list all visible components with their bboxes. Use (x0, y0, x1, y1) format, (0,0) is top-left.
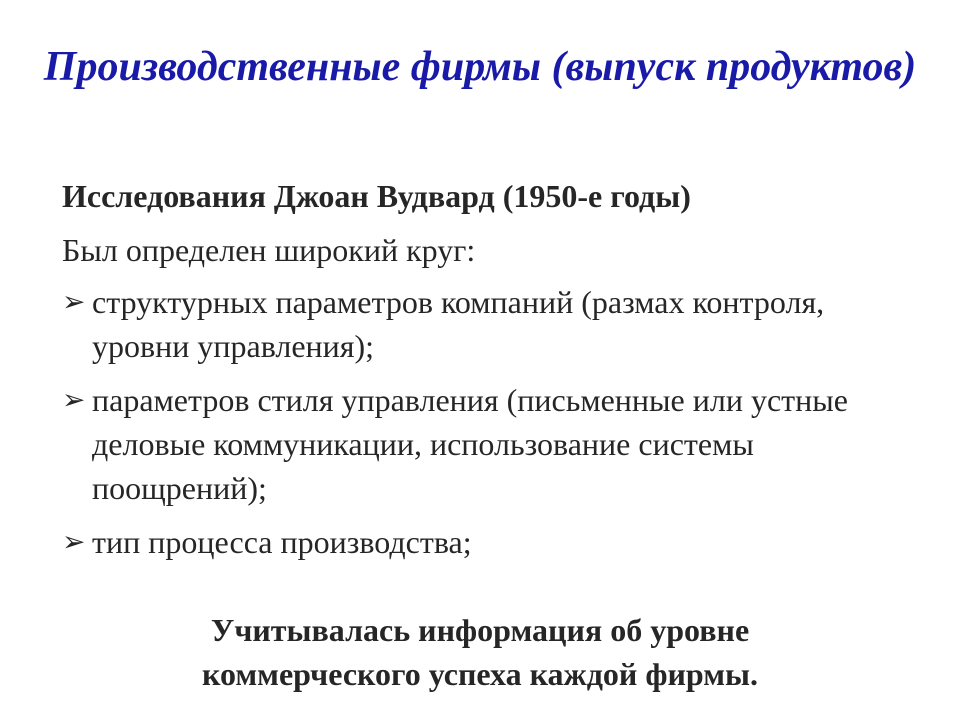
intro-text: Был определен широкий круг: (62, 232, 476, 268)
slide-content (62, 174, 922, 574)
bullet-item-structural (62, 280, 922, 368)
bullet-text: структурных параметров компаний (размах контроля, уровни управления); (92, 284, 825, 364)
bullet-text: тип процесса производства; (92, 524, 472, 560)
bullet-item-production-type (62, 520, 922, 564)
arrowhead-bullet-icon: ➢ (62, 525, 86, 558)
bullet-text: параметров стиля управления (письменные или устные деловые коммуникации, использование системы поощрений); (92, 382, 848, 506)
arrowhead-bullet-icon: ➢ (62, 383, 86, 416)
section-heading: Исследования Джоан Вудвард (1950-е годы) (62, 178, 691, 214)
arrowhead-bullet-icon: ➢ (62, 285, 86, 318)
slide-title: Производственные фирмы (выпуск продуктов) (43, 44, 917, 90)
bullet-item-management-style (62, 378, 922, 510)
conclusion-text: Учитывалась информация об уровне коммерческого успеха каждой фирмы. (201, 612, 759, 692)
